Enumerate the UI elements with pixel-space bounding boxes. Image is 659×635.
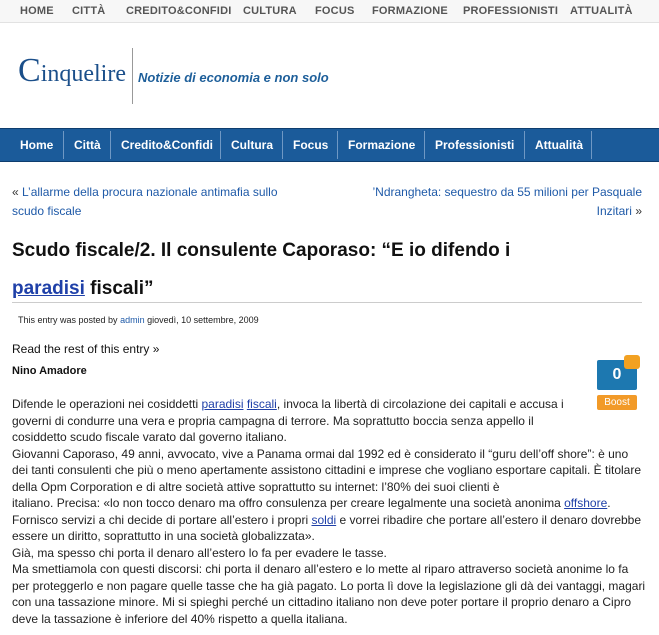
link-paradisi[interactable]: paradisi: [201, 397, 244, 411]
article-body: [12, 396, 647, 627]
read-more-link[interactable]: Read the rest of this entry »: [12, 342, 160, 356]
previous-post-link[interactable]: [12, 183, 312, 221]
top-nav-attualita[interactable]: ATTUALITÀ: [570, 5, 633, 17]
main-nav-separator: [110, 131, 111, 159]
title-divider: [12, 302, 642, 303]
next-post-title-line2[interactable]: Inzitari: [596, 204, 632, 218]
top-nav-professionisti[interactable]: PROFESSIONISTI: [463, 5, 559, 17]
p4-text-a: Fornisco servizi a chi decide di portare all’estero i propri: [12, 512, 309, 527]
next-arrow: »: [635, 204, 642, 218]
paragraph-1: [12, 396, 577, 446]
p3-text-a: italiano. Precisa: «lo non tocco denaro ma offro consulenza per creare legalmente una società anonima: [12, 496, 561, 510]
rss-icon[interactable]: [624, 355, 640, 369]
logo-divider: [132, 48, 133, 104]
logo-initial: C: [18, 52, 41, 89]
article-title: [12, 232, 642, 308]
link-soldi[interactable]: soldi: [311, 512, 337, 527]
site-tagline: Notizie di economia e non solo: [138, 70, 329, 85]
main-nav-separator: [337, 131, 338, 159]
main-nav: [0, 128, 659, 162]
main-nav-separator: [424, 131, 425, 159]
logo-rest: inquelire: [40, 61, 126, 87]
paragraph-4: [12, 512, 647, 545]
paragraph-2: Giovanni Caporaso, 49 anni, avvocato, vive a Panama ormai dal 1992 ed è considerato il “guru dell’off shore”: è uno dei tanti consulenti che più o meno apertamente assistono cittadini e imprese che vogliano esportare capitali. È titolare della Opm Corporation e di altre società attive soprattutto su internet: l’80% dei suoi clienti è: [12, 446, 642, 494]
main-nav-formazione[interactable]: Formazione: [348, 138, 416, 152]
article-title-part2: fiscali”: [90, 278, 154, 299]
main-nav-separator: [282, 131, 283, 159]
p1-text-b: , invoca la libertà di circolazione dei capitali e accusa i governi di condurre una vera e propria campagna di terrore. Ma soprattutto boccia senza appello il cosiddetto scudo fiscale varato dal governo italiano.: [12, 397, 564, 444]
link-offshore[interactable]: offshore: [564, 496, 608, 510]
main-nav-cultura[interactable]: Cultura: [231, 138, 273, 152]
top-nav-citta[interactable]: CITTÀ: [72, 5, 106, 17]
main-nav-separator: [63, 131, 64, 159]
top-nav-formazione[interactable]: FORMAZIONE: [372, 5, 448, 17]
next-post-link[interactable]: [330, 183, 642, 221]
link-fiscali[interactable]: fiscali: [246, 397, 277, 411]
p3-text-b: .: [607, 496, 611, 510]
main-nav-focus[interactable]: Focus: [293, 138, 329, 152]
boost-button[interactable]: Boost: [597, 395, 637, 410]
paragraph-3: [12, 495, 647, 512]
top-nav-cultura[interactable]: CULTURA: [243, 5, 297, 17]
post-meta: [18, 315, 259, 325]
top-nav-credito-confidi[interactable]: CREDITO&CONFIDI: [126, 5, 232, 17]
meta-date: giovedì, 10 settembre, 2009: [147, 315, 259, 325]
top-nav-focus[interactable]: FOCUS: [315, 5, 355, 17]
paragraph-6: Ma smettiamola con questi discorsi: chi porta il denaro all’estero e lo mette al riparo attraverso società anonime lo fa per proteggerlo e non pagare quelle tasse che ha già pagato. Lo porta lì dove la legislazione gli dà dei vantaggi, magari con una tassazione minore. Mi si spieghi perché un cittadino italiano non deve poter portare il proprio denaro a Cipro deve la tassazione è inferiore del 40% rispetto a quella italiana.: [12, 562, 646, 626]
p1-text-a: Difende le operazioni nei cosiddetti: [12, 397, 199, 411]
main-nav-citta[interactable]: Città: [74, 138, 101, 152]
p4-text-b: e vorrei ribadire che portare all’estero il denaro dovrebbe essere un diritto, soprattutto in una società globalizzata».: [12, 512, 642, 543]
site-logo[interactable]: [18, 52, 126, 90]
article-author: Nino Amadore: [12, 365, 87, 377]
boost-counter: 0: [597, 360, 637, 390]
main-nav-credito-confidi[interactable]: Credito&Confidi: [121, 138, 213, 152]
meta-author-link[interactable]: admin: [120, 315, 145, 325]
main-nav-home[interactable]: Home: [20, 138, 54, 152]
top-nav-home[interactable]: HOME: [20, 5, 54, 17]
previous-post-title-line1[interactable]: L’allarme della procura nazionale antimafia sullo: [22, 185, 278, 199]
next-post-title-line1[interactable]: ’Ndrangheta: sequestro da 55 milioni per Pasquale: [372, 185, 642, 199]
main-nav-separator: [524, 131, 525, 159]
previous-arrow: «: [12, 185, 19, 199]
article-title-part1: Scudo fiscale/2. Il consulente Caporaso: “E io difendo i: [12, 240, 511, 261]
top-nav: [0, 0, 659, 23]
paragraph-5: Già, ma spesso chi porta il denaro all’estero lo fa per evadere le tasse.: [12, 545, 387, 560]
main-nav-separator: [220, 131, 221, 159]
main-nav-separator: [591, 131, 592, 159]
main-nav-professionisti[interactable]: Professionisti: [435, 138, 515, 152]
main-nav-attualita[interactable]: Attualità: [535, 138, 583, 152]
article-title-link-paradisi[interactable]: paradisi: [12, 278, 85, 299]
meta-prefix: This entry was posted by: [18, 315, 118, 325]
previous-post-title-line2[interactable]: scudo fiscale: [12, 204, 82, 218]
